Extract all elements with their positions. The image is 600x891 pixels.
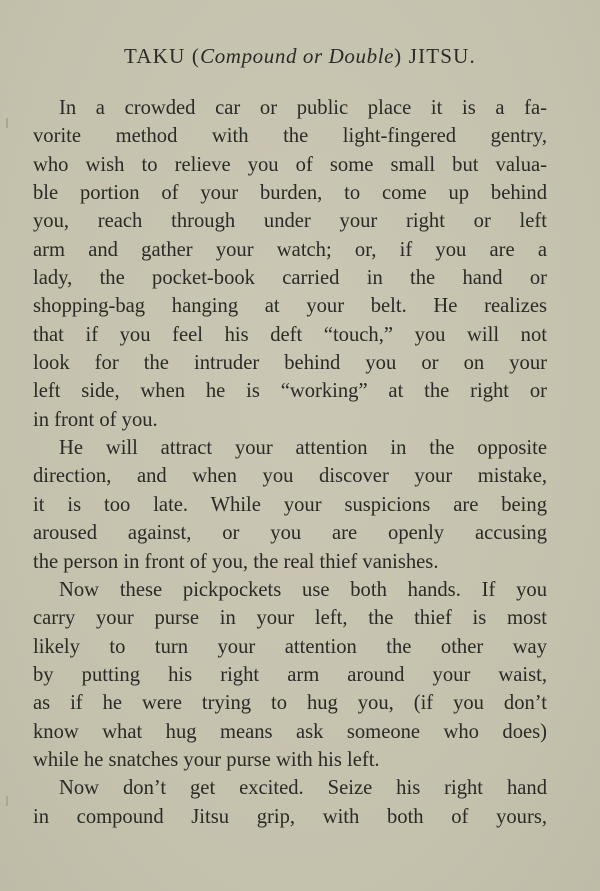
text-line: likely to turn your attention the other way	[33, 635, 547, 658]
page-blemish	[6, 118, 8, 128]
text-line: aroused against, or you are openly accusing	[33, 522, 547, 545]
text-line: left side, when he is “working” at the right or	[33, 380, 547, 403]
heading-italic-text: Compound or Double	[200, 44, 395, 68]
text-line: Now don’t get excited. Seize his right hand	[59, 777, 547, 800]
text-line: arm and gather your watch; or, if you are a	[33, 238, 547, 261]
text-line: while he snatches your purse with his left.	[33, 748, 380, 771]
text-line: know what hug means ask someone who does)	[33, 720, 547, 743]
text-line: in front of you.	[33, 408, 158, 431]
text-line: look for the intruder behind you or on your	[33, 352, 547, 375]
text-line: you, reach through under your right or left	[33, 210, 547, 233]
page-heading	[0, 44, 600, 69]
text-line: ble portion of your burden, to come up behind	[33, 182, 547, 205]
page-blemish	[6, 796, 8, 806]
text-line: carry your purse in your left, the thief is most	[33, 607, 547, 630]
text-line: direction, and when you discover your mistake,	[33, 465, 547, 488]
body-text	[33, 94, 547, 831]
text-line: In a crowded car or public place it is a fa-	[59, 97, 547, 119]
text-line: Now these pickpockets use both hands. If you	[59, 578, 547, 601]
text-line: that if you feel his deft “touch,” you will not	[33, 323, 547, 346]
text-line: by putting his right arm around your waist,	[33, 663, 547, 686]
heading-text: ) JITSU.	[394, 44, 476, 68]
text-line: lady, the pocket-book carried in the hand or	[33, 267, 547, 290]
text-line: shopping-bag hanging at your belt. He realizes	[33, 295, 547, 318]
text-line: who wish to relieve you of some small but valua-	[33, 153, 547, 176]
text-line: the person in front of you, the real thief vanishes.	[33, 550, 439, 573]
text-line: as if he were trying to hug you, (if you don’t	[33, 692, 547, 715]
text-line: in compound Jitsu grip, with both of yours,	[33, 805, 547, 828]
text-line: He will attract your attention in the opposite	[59, 437, 547, 460]
text-line: vorite method with the light-fingered gentry,	[33, 125, 547, 148]
text-line: it is too late. While your suspicions are being	[33, 493, 547, 516]
heading-text: TAKU (	[124, 44, 201, 68]
